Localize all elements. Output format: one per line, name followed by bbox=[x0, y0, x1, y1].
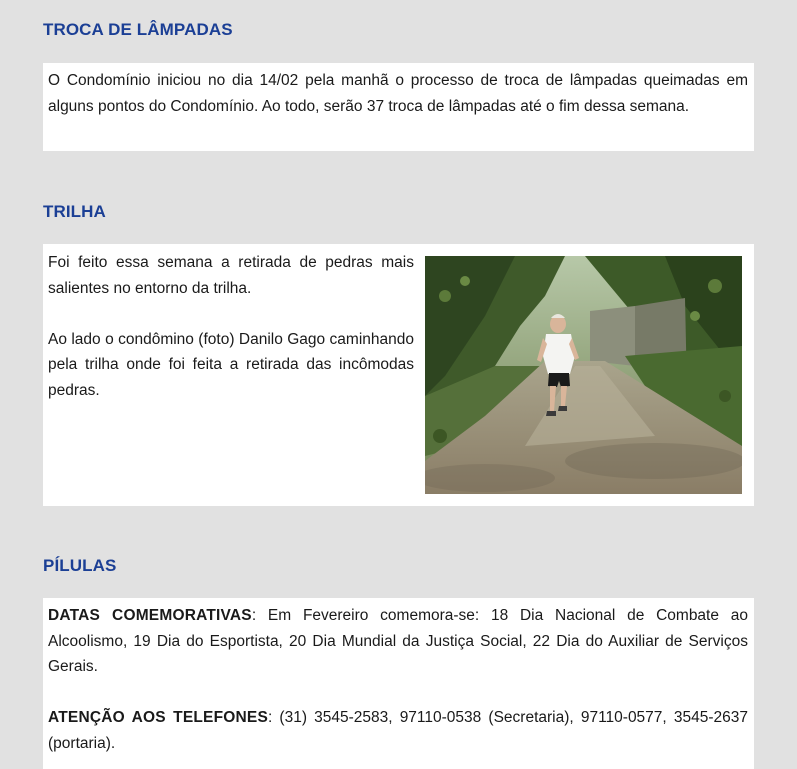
content-box-troca-de-lampadas bbox=[43, 63, 754, 151]
pilulas-item-text: : Em Fevereiro comemora-se: 18 Dia Nacional de Combate ao Alcoolismo, 19 Dia do Esportista, 20 Dia Mundial da Justiça Social, 22 Dia do Auxiliar de Serviços Gerais. bbox=[48, 607, 748, 675]
trilha-paragraph-1: Foi feito essa semana a retirada de pedras mais salientes no entorno da trilha. bbox=[48, 254, 414, 297]
trilha-text bbox=[48, 250, 414, 403]
section-title-trilha: TRILHA bbox=[43, 202, 106, 221]
trail-photo bbox=[425, 256, 742, 494]
content-box-pilulas bbox=[43, 598, 754, 769]
pilulas-item-label: DATAS COMEMORATIVAS bbox=[48, 607, 252, 624]
pilulas-item-text: : (31) 3545-2583, 97110-0538 (Secretaria), 97110-0577, 3545-2637 (portaria). bbox=[48, 709, 748, 752]
trilha-paragraph-2: Ao lado o condômino (foto) Danilo Gago caminhando pela trilha onde foi feita a retirada das incômodas pedras. bbox=[48, 330, 414, 399]
trail-photo-illustration bbox=[425, 256, 742, 494]
content-box-trilha bbox=[43, 244, 754, 506]
pilulas-item-label: ATENÇÃO AOS TELEFONES bbox=[48, 709, 268, 726]
pilulas-item-datas bbox=[48, 603, 748, 680]
section-title-pilulas: PÍLULAS bbox=[43, 556, 117, 575]
section-title-troca-de-lampadas: TROCA DE LÂMPADAS bbox=[43, 20, 233, 39]
pilulas-item-telefones bbox=[48, 705, 748, 756]
lampadas-paragraph: O Condomínio iniciou no dia 14/02 pela manhã o processo de troca de lâmpadas queimadas em alguns pontos do Condomínio. Ao todo, serão 37 troca de lâmpadas até o fim dessa semana. bbox=[48, 72, 748, 115]
